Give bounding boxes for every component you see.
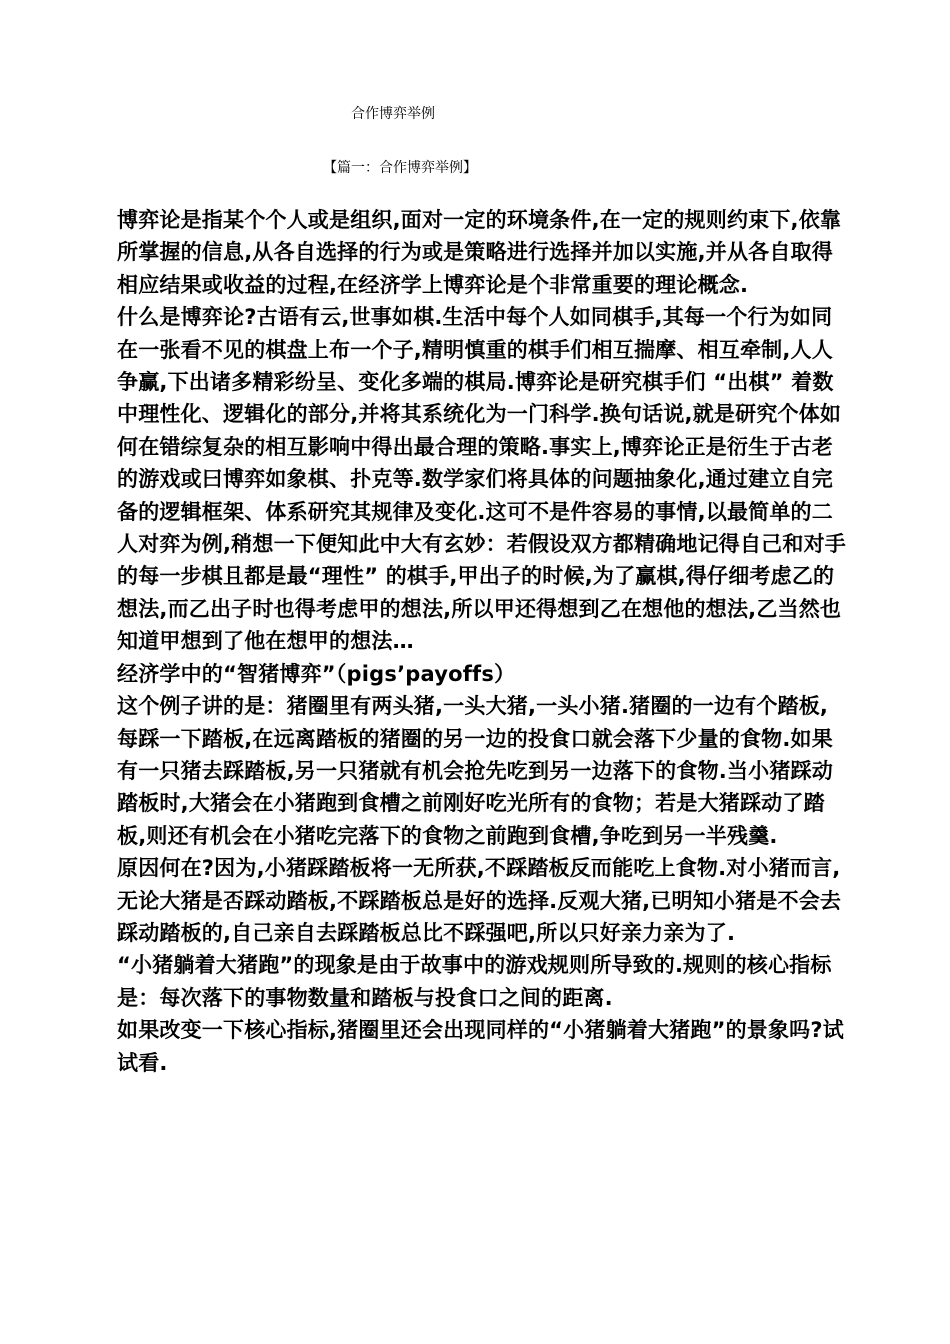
paragraph-pigs-example: 这个例子讲的是：猪圈里有两头猪,一头大猪,一头小猪.猪圈的一边有个踏板,每踩一下踏板,在远离踏板的猪圈的另一边的投食口就会落下少量的食物.如果有一只猪去踩踏板,另一只猪就有机会抢先吃到另一边落下的食物.当小猪踩动踏板时,大猪会在小猪跑到食槽之前刚好吃光所有的食物；若是大猪踩动了踏板,则还有机会在小猪吃完落下的食物之前跑到食槽,争吃到另一半残羹. — [117, 694, 833, 848]
paragraph-reason: 原因何在?因为,小猪踩踏板将一无所获,不踩踏板反而能吃上食物.对小猪而言,无论大猪是否踩动踏板,不踩踏板总是好的选择.反观大猪,已明知小猪是不会去踩动踏板的,自己亲自去踩踏板总比不踩强吧,所以只好亲力亲为了. — [117, 856, 842, 945]
paragraph-what-is-game-theory: 什么是博弈论?古语有云,世事如棋.生活中每个人如同棋手,其每一个行为如同在一张看不见的棋盘上布一个子,精明慎重的棋手们相互揣摩、相互牵制,人人争赢,下出诸多精彩纷呈、变化多端的棋局.博弈论是研究棋手们 “出棋” 着数中理性化、逻辑化的部分,并将其系统化为一门科学.换句话说,就是研究个体如何在错综复杂的相互影响中得出最合理的策略.事实上,博弈论正是衍生于古老的游戏或曰博弈如象棋、扑克等.数学家们将具体的问题抽象化,通过建立自完备的逻辑框架、体系研究其规律及变化.这可不是件容易的事情,以最简单的二人对弈为例,稍想一下便知此中大有玄妙：若假设双方都精确地记得自己和对手的每一步棋且都是最“理性” 的棋手,甲出子的时候,为了赢棋,得仔细考虑乙的想法,而乙出子时也得考虑甲的想法,所以甲还得想到乙在想他的想法,乙当然也知道甲想到了他在想甲的想法… — [117, 305, 846, 654]
paragraph-rule: “小猪躺着大猪跑”的现象是由于故事中的游戏规则所导致的.规则的核心指标是：每次落下的事物数量和踏板与投食口之间的距离. — [117, 953, 832, 1010]
article-body — [117, 204, 847, 1079]
paragraph-question: 如果改变一下核心指标,猪圈里还会出现同样的“小猪躺着大猪跑”的景象吗?试试看. — [117, 1018, 844, 1075]
paragraph-definition: 博弈论是指某个个人或是组织,面对一定的环境条件,在一定的规则约束下,依靠所掌握的信息,从各自选择的行为或是策略进行选择并加以实施,并从各自取得相应结果或收益的过程,在经济学上博弈论是个非常重要的理论概念. — [117, 208, 842, 297]
section-heading: 【篇一：合作博弈举例】 — [323, 160, 477, 176]
paragraph-pigs-heading: 经济学中的“智猪博弈”（pigs’payoffs） — [117, 661, 516, 686]
document-title: 合作博弈举例 — [351, 106, 435, 122]
